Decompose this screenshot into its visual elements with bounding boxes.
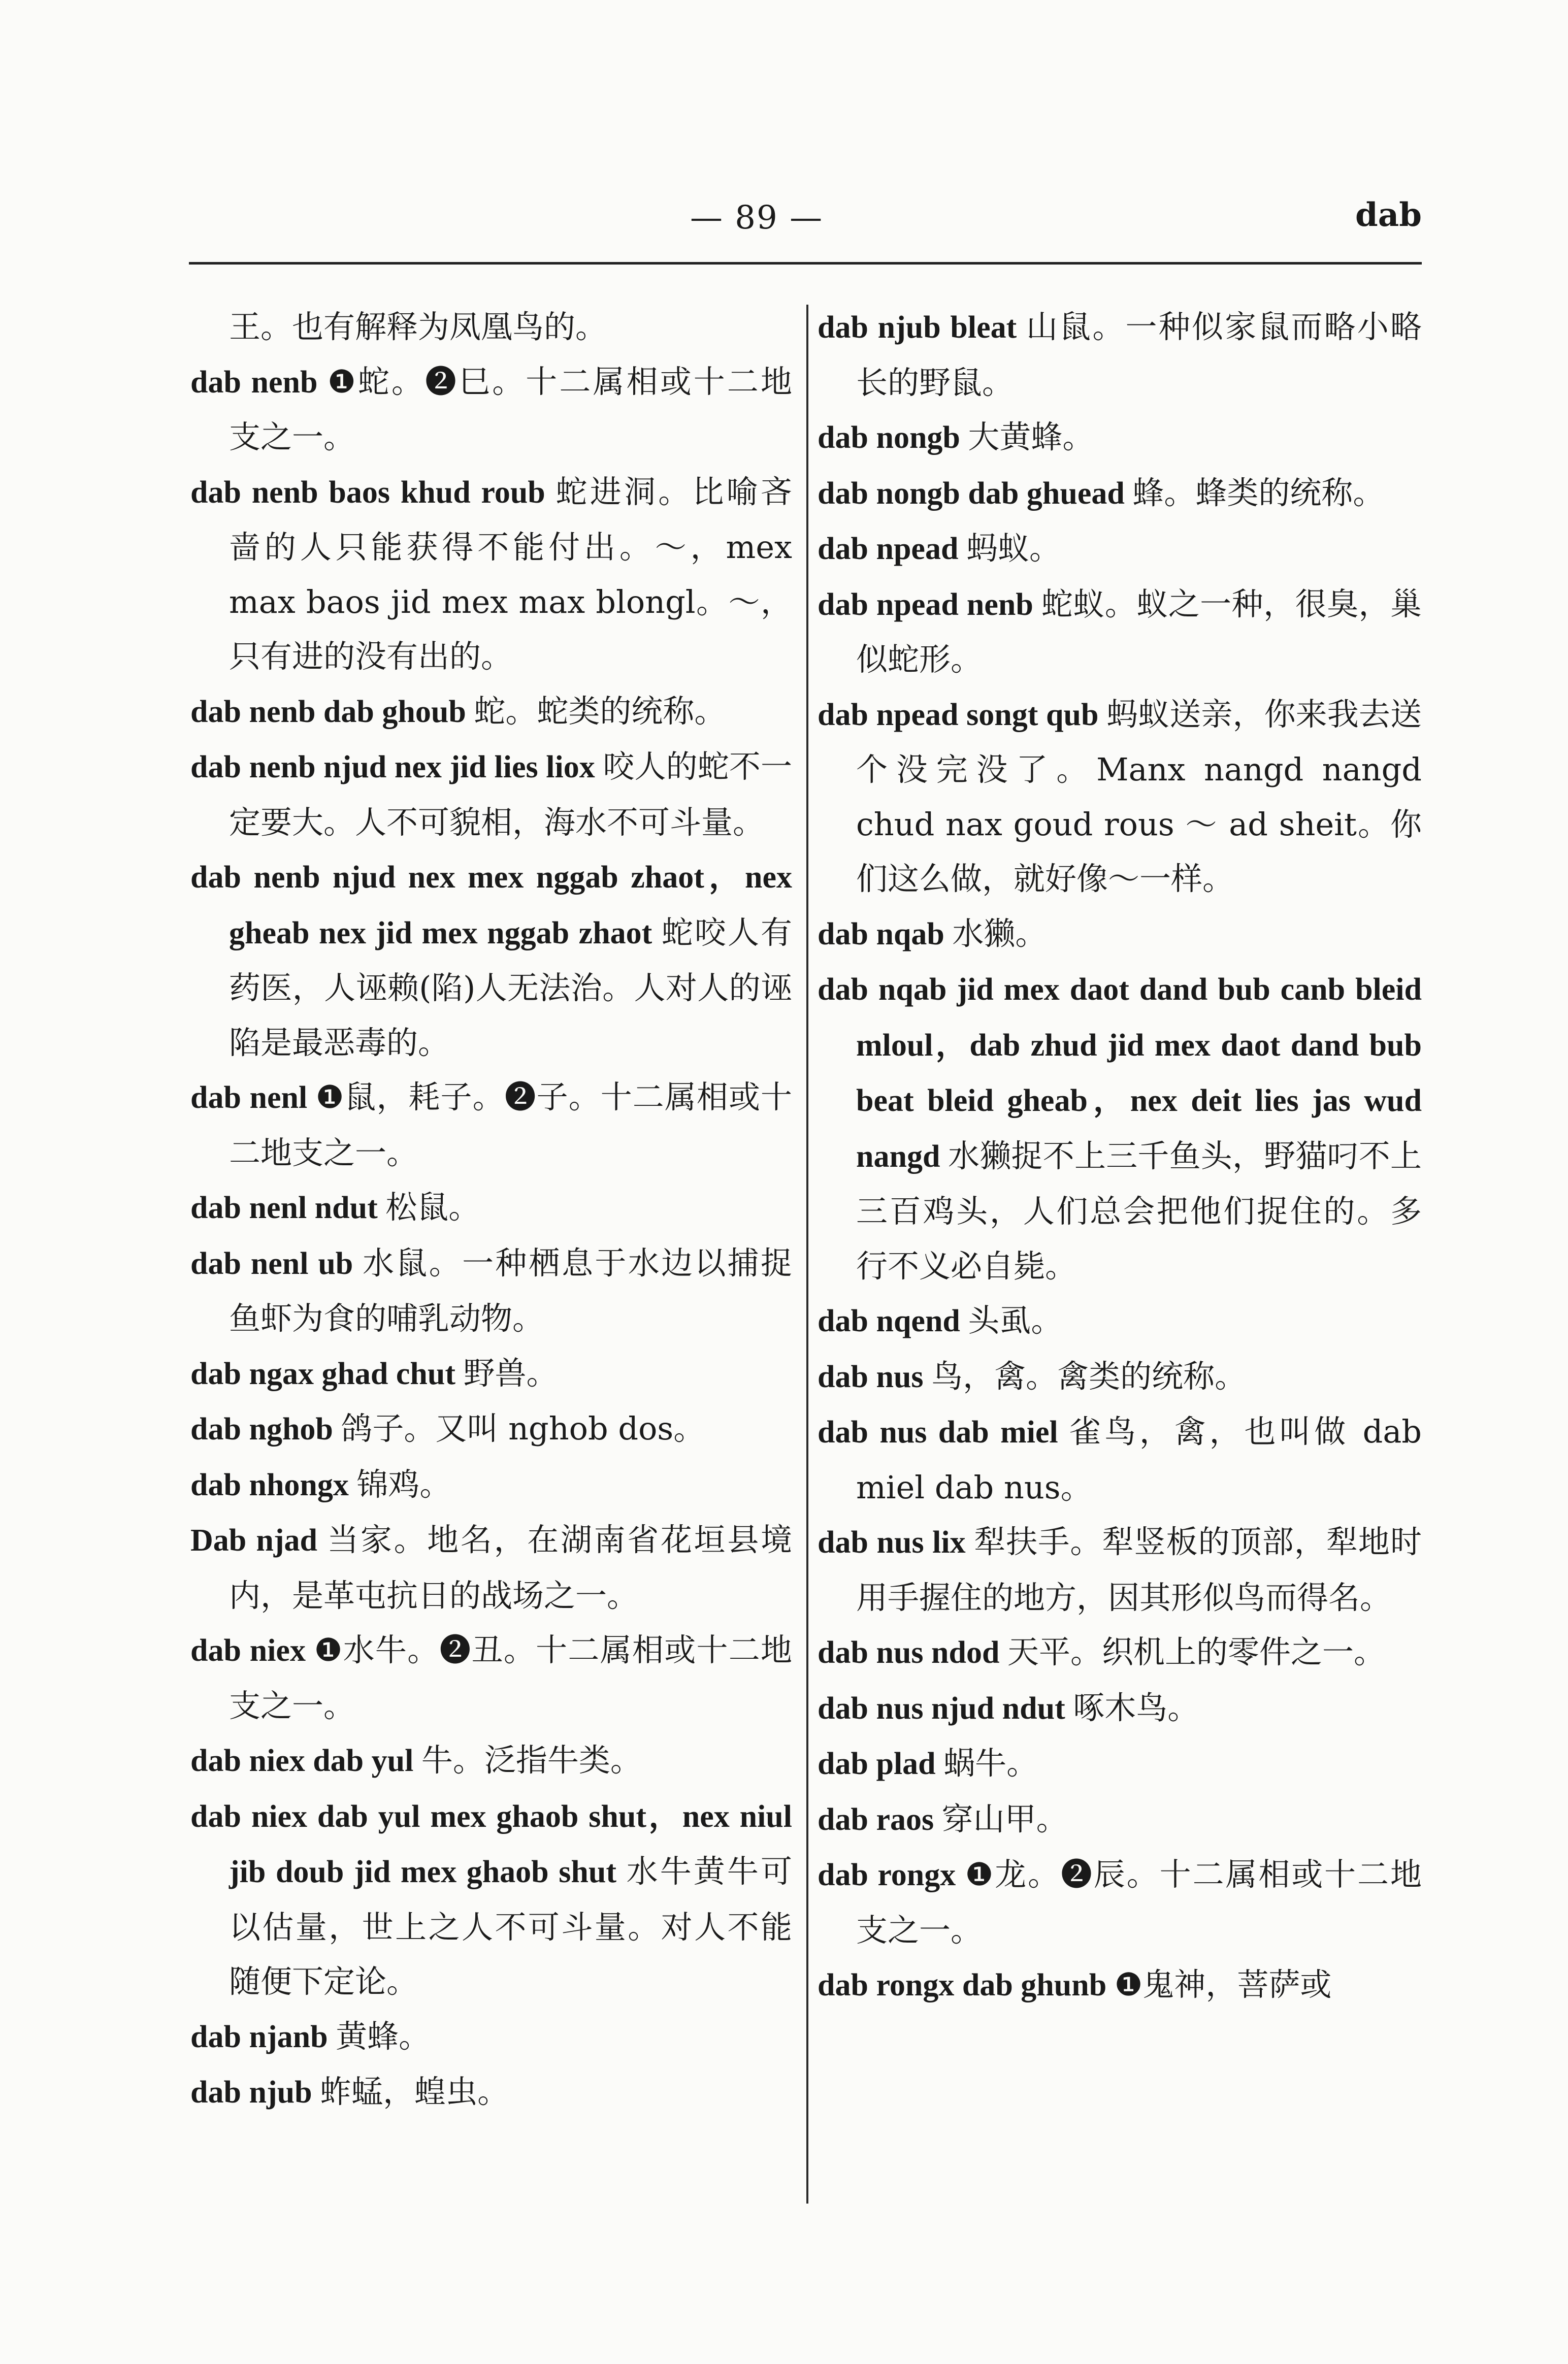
dictionary-entry <box>190 1236 792 1346</box>
entry-definition: 大黄蜂。 <box>968 418 1094 455</box>
entry-headword: dab nqab <box>818 916 944 951</box>
entry-definition: 头虱。 <box>968 1302 1063 1339</box>
entry-definition: 黄蜂。 <box>336 2017 431 2055</box>
header-rule <box>189 262 1422 265</box>
entry-definition: 水獭。 <box>952 914 1047 952</box>
dictionary-entry <box>818 1957 1422 2013</box>
dictionary-entry <box>818 410 1422 466</box>
entry-definition: 牛。泛指牛类。 <box>421 1742 642 1779</box>
entry-headword: dab nenb njud nex jid lies liox <box>190 750 595 784</box>
entry-headword: dab nqend <box>818 1304 960 1338</box>
dictionary-entry <box>190 2064 792 2120</box>
entry-headword: Dab njad <box>190 1523 318 1558</box>
entry-headword: dab npead <box>818 532 959 566</box>
dictionary-entry <box>818 1625 1422 1681</box>
entry-headword: dab nenl ndut <box>190 1191 378 1225</box>
entry-definition: 当家。地名，在湖南省花垣县境内，是革屯抗日的战场之一。 <box>229 1521 792 1614</box>
entry-definition: 穿山甲。 <box>941 1800 1068 1837</box>
entry-definition: 雀鸟，禽，也叫做 dab miel dab nus。 <box>856 1413 1422 1506</box>
entry-definition: 蚂蚁。 <box>966 530 1061 567</box>
dictionary-entry <box>190 1623 792 1733</box>
entry-definition: 水獭捉不上三千鱼头，野猫叼不上三百鸡头，人们总会把他们捉住的。多行不义必自毙。 <box>856 1137 1422 1285</box>
entry-headword: dab njub bleat <box>818 310 1017 345</box>
entry-definition: 松鼠。 <box>385 1189 480 1226</box>
dictionary-entry <box>190 1513 792 1623</box>
entry-definition: 咬人的蛇不一定要大。人不可貌相，海水不可斗量。 <box>229 748 792 841</box>
entry-definition: 啄木鸟。 <box>1073 1689 1199 1726</box>
dictionary-entry <box>190 684 792 740</box>
entry-definition: 锦鸡。 <box>356 1465 451 1503</box>
entry-headword: dab nenb njud nex mex nggab zhaot，nex gheab nex jid mex nggab zhaot <box>190 860 792 950</box>
dictionary-entry <box>190 1180 792 1236</box>
dictionary-entry <box>190 300 792 354</box>
dictionary-entry <box>190 1346 792 1402</box>
entry-headword: dab nenl ub <box>190 1246 353 1281</box>
entry-definition: 蛇蚁。蚁之一种，很臭，巢似蛇形。 <box>856 585 1422 678</box>
entry-headword: dab nus dab miel <box>818 1415 1058 1450</box>
dictionary-entry <box>818 962 1422 1293</box>
entry-headword: dab nus ndod <box>818 1635 1000 1670</box>
entry-definition: 蛇咬人有药医，人诬赖(陷)人无法治。人对人的诬陷是最恶毒的。 <box>229 913 793 1061</box>
entry-definition: 山鼠。一种似家鼠而略小略长的野鼠。 <box>856 308 1422 401</box>
dictionary-entry <box>818 1792 1422 1848</box>
dictionary-entry <box>818 1515 1422 1625</box>
dictionary-entry <box>190 1457 792 1513</box>
entry-definition: 蛇。蛇类的统称。 <box>474 692 726 730</box>
entry-definition: 蜂。蜂类的统称。 <box>1132 474 1385 511</box>
dictionary-entry <box>818 1293 1422 1349</box>
entry-headword: dab npead songt qub <box>818 697 1099 732</box>
dictionary-entry <box>190 1733 792 1789</box>
dictionary-entry <box>190 354 792 465</box>
dictionary-entry <box>818 906 1422 962</box>
entry-headword: dab njub <box>190 2075 312 2110</box>
entry-headword: dab raos <box>818 1802 934 1837</box>
entry-definition: 蛇进洞。比喻吝啬的人只能获得不能付出。～，mex max baos jid mex max blongl。～，只有进的没有出的。 <box>229 473 792 675</box>
dictionary-entry <box>818 300 1422 410</box>
entry-headword: dab nus <box>818 1359 924 1394</box>
entry-definition: ❶龙。❷辰。十二属相或十二地支之一。 <box>856 1856 1422 1949</box>
dictionary-entry <box>818 1847 1422 1957</box>
entry-headword: dab niex dab yul mex ghaob shut，nex niul jib doub jid mex ghaob shut <box>190 1799 792 1889</box>
dictionary-entry <box>190 1401 792 1457</box>
entry-definition: ❶水牛。❷丑。十二属相或十二地支之一。 <box>229 1631 792 1724</box>
dictionary-entry <box>190 2009 792 2065</box>
entry-headword: dab nenb <box>190 365 318 400</box>
dictionary-entry <box>818 1349 1422 1405</box>
entry-headword: dab nenl <box>190 1080 308 1115</box>
entry-definition: 水鼠。一种栖息于水边以捕捉鱼虾为食的哺乳动物。 <box>229 1244 792 1337</box>
page-number: — 89 — <box>690 199 824 237</box>
entry-definition: 蚂蚁送亲，你来我去送个没完没了。Manx nangd nangd chud nax goud rous ～ ad sheit。你们这么做，就好像～一样。 <box>856 695 1422 897</box>
right-column <box>818 300 1422 2013</box>
entry-headword: dab nqab jid mex daot dand bub canb bleid mloul，dab zhud jid mex daot dand bub beat bleid gheab，nex deit lies jas wud nangd <box>818 972 1422 1174</box>
dictionary-entry <box>818 521 1422 577</box>
entry-headword: dab niex dab yul <box>190 1744 414 1778</box>
entry-definition: 蚱蜢，蝗虫。 <box>320 2073 509 2110</box>
entry-definition: 王。也有解释为凤凰鸟的。 <box>229 308 607 345</box>
entry-definition: 野兽。 <box>463 1354 558 1392</box>
dictionary-entry <box>190 739 792 849</box>
column-divider <box>806 305 808 2204</box>
dictionary-entry <box>190 1789 792 2009</box>
entry-definition: 天平。织机上的零件之一。 <box>1007 1633 1386 1670</box>
entry-headword: dab nongb <box>818 420 960 455</box>
entry-headword: dab nenb dab ghoub <box>190 694 466 729</box>
entry-definition: 蜗牛。 <box>943 1745 1038 1782</box>
entry-headword: dab npead nenb <box>818 587 1033 622</box>
left-column <box>190 300 792 2120</box>
entry-definition: ❶鼠，耗子。❷子。十二属相或十二地支之一。 <box>229 1078 792 1171</box>
guide-word: dab <box>1355 196 1422 234</box>
dictionary-entry <box>818 1736 1422 1792</box>
entry-definition: 鸟，禽。禽类的统称。 <box>931 1357 1247 1395</box>
dictionary-entry <box>818 577 1422 687</box>
entry-definition: 犁扶手。犁竖板的顶部，犁地时用手握住的地方，因其形似鸟而得名。 <box>856 1523 1422 1616</box>
entry-headword: dab niex <box>190 1633 306 1668</box>
entry-headword: dab nus njud ndut <box>818 1691 1065 1726</box>
dictionary-entry <box>190 465 792 684</box>
entry-headword: dab nongb dab ghuead <box>818 476 1125 511</box>
entry-definition: 鸽子。又叫 nghob dos。 <box>341 1410 705 1447</box>
dictionary-entry <box>190 849 792 1070</box>
entry-headword: dab ngax ghad chut <box>190 1356 456 1391</box>
dictionary-entry <box>818 466 1422 521</box>
entry-headword: dab rongx dab ghunb <box>818 1968 1107 2002</box>
entry-definition: ❶鬼神，菩萨或 <box>1114 1966 1332 2003</box>
entry-definition: 水牛黄牛可以估量，世上之人不可斗量。对人不能随便下定论。 <box>229 1853 792 2000</box>
entry-headword: dab rongx <box>818 1858 956 1892</box>
entry-definition: ❶蛇。❷巳。十二属相或十二地支之一。 <box>229 363 792 455</box>
entry-headword: dab nus lix <box>818 1525 966 1560</box>
entry-headword: dab nhongx <box>190 1467 349 1502</box>
entry-headword: dab nghob <box>190 1412 333 1447</box>
dictionary-entry <box>818 1681 1422 1736</box>
dictionary-entry <box>818 1404 1422 1515</box>
entry-headword: dab nenb baos khud roub <box>190 475 545 510</box>
dictionary-entry <box>818 687 1422 906</box>
entry-headword: dab njanb <box>190 2019 328 2054</box>
entry-headword: dab plad <box>818 1747 936 1781</box>
dictionary-entry <box>190 1070 792 1180</box>
